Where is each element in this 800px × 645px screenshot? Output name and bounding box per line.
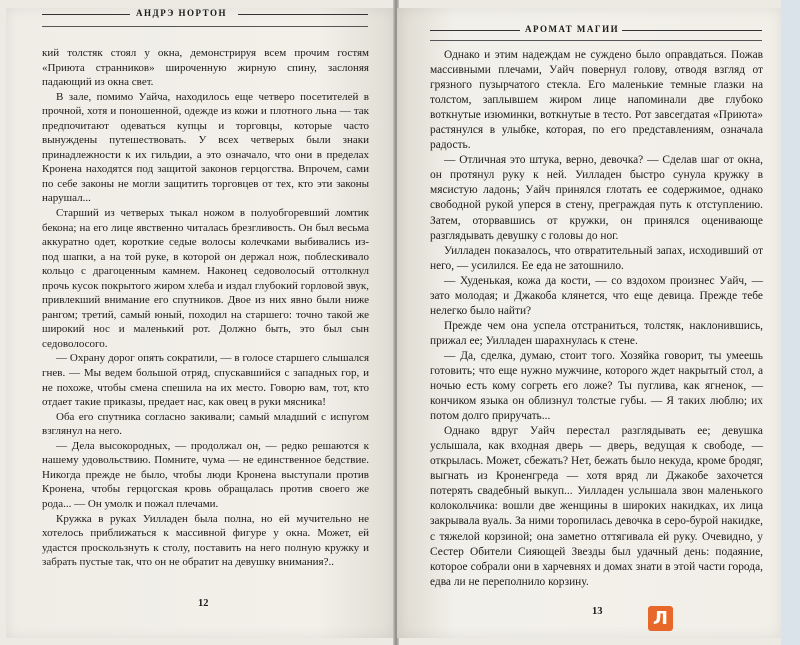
paragraph: — Дела высокородных, — продолжал он, — редко решаются к нашему удовольствию. Помните, чума — не единственное бедствие. Никогда прежде не было, чтобы люди Кронена выступали против Кронена, чтобы герцогская кровь обращалась против своего же рода... — Он умолк и пожал плечами. [42,439,369,510]
scan-edge [781,0,800,645]
header-rule-left-b [238,14,368,15]
header-rule-right-b [622,30,762,31]
left-page-number: 12 [198,598,209,609]
header-underline-right [430,40,762,41]
left-running-head: АНДРЭ НОРТОН [136,8,228,18]
paragraph: Уилладен показалось, что отвратительный запах, исходивший от него, — усилился. Ее еда не затошнило. [430,244,763,272]
paragraph: Однако и этим надеждам не суждено было оправдаться. Пожав массивными плечами, Уайч повернул голову, отводя взгляд от грязного пузырчатого стекла. Его маленькие темные глазки на толстом, заплывшем жиром лице напоминали две глубоко воткнутые изюминки, воткнутые в тесто. Рот завсегдатая «Приюта» растянулся в улыбке, которая, по его представлениям, означала радость. [430,49,763,152]
paragraph: — Да, сделка, думаю, стоит того. Хозяйка говорит, ты умеешь готовить; что еще нужно мужчине, которого ждет накрытый стол, а ночью есть кому согреть его ложе? Ты пуглива, как ягненок, — кончиком языка он облизнул толстые губы. — Я таких люблю; их потом долго приручать... [430,349,763,423]
right-page-number: 13 [592,606,603,617]
header-rule-right-a [430,30,520,31]
paragraph: — Охрану дорог опять сократили, — в голосе старшего слышался гнев. — Мы ведем большой отряд, спускавшийся с западных гор, и не похоже, чтобы смена спешила на их место. Говорю вам, тот, кто отдает такие приказы, предает нас, как овец в руки мясника! [42,352,369,409]
paragraph: — Худенькая, кожа да кости, — со вздохом произнес Уайч, — зато молодая; и Джакоба клянется, что еще девица. Прежде тебе нелегко было найти? [430,274,763,317]
header-underline-left [42,26,368,27]
paragraph: — Отличная это штука, верно, девочка? — Сделав шаг от окна, он протянул руку к ней. Уилладен быстро сунула кружку в мясистую ладонь; Уайч принялся глотать ее содержимое, однако свободной рукой уперся в стену, преграждая путь к отступлению. Затем, оторвавшись от кружки, он принялся оценивающе разглядывать девушку с головы до ног. [430,154,763,242]
right-page-text [430,48,763,590]
paragraph: Старший из четверых тыкал ножом в полуобгоревший ломтик бекона; на его лице явственно читалась брезгливость. Он был весьма аккуратно одет, короткие седые волосы колечками выбивались из-под шапки, а на той руке, в которой он держал нож, поблескивало кольцо с драгоценным камнем. Наконец седоволосый оттолкнул прочь кусок покрытого жиром хлеба и издал глубокий горловой звук, привлекший внимание его спутников. Двое из них явно были ниже рангом; третий, самый юный, походил на старшего: точно такой же широкий нос и маленький рот. Должно быть, это был сын седоволосого. [42,207,369,350]
paragraph: Прежде чем она успела отстраниться, толстяк, наклонившись, прижал ее; Уилладен шарахнулась к стене. [430,319,763,347]
header-rule-left-a [42,14,130,15]
paragraph: кий толстяк стоял у окна, демонстрируя всем прочим гостям «Приюта странников» широченную жирную спину, заслоняя падающий из окна свет. [42,47,369,89]
watermark-logo-icon: Л [648,606,673,631]
right-running-head: АРОМАТ МАГИИ [525,24,620,34]
paragraph: В зале, помимо Уайча, находилось еще четверо посетителей в прочной, хотя и поношенной, одежде из кожи и плотного льна — так предпочитают одеваться купцы и торговцы, которые часто вынуждены путешествовать. У всех четверых были знаки принадлежности к их гильдии, а это означало, что они в пределах Кронена находятся под защитой законов герцогства. Впрочем, сами по себе законы не могли защитить торговцев от тех, кто эти законы нарушал... [42,90,369,205]
paragraph: Кружка в руках Уилладен была полна, но ей мучительно не хотелось приближаться к массивной фигуре у окна. Может, ей удастся проскользнуть к столу, поставить на него полную кружку и забрать пустые так, что он не обратит на девушку внимания?.. [42,512,369,569]
paragraph: Однако вдруг Уайч перестал разглядывать ее; девушка услышала, как входная дверь — дверь, ведущая к свободе, — открылась. Может, сбежать? Нет, бежать было некуда, кроме бродяг, выгнать из Кроненгреда — хотя вряд ли Джакобе захочется потерять свадебный выкуп... Уилладен услышала звон маленького колокольчика: вошли две женщины в широких накидках, их лица закрывала вуаль. За ними торопилась девочка в серо-бурой накидке, с тяжелой корзиной; она заметно оттягивала ей руку. Очевидно, у Сестер Обители Сияющей Звезды был удачный день: подаяние, которое собрали они в харчевнях и домах знати в этой части города, едва ли не переполнило корзину. [430,425,763,588]
paragraph: Оба его спутника согласно закивали; самый младший с испугом взглянул на него. [42,410,369,438]
left-page-text [42,46,369,570]
